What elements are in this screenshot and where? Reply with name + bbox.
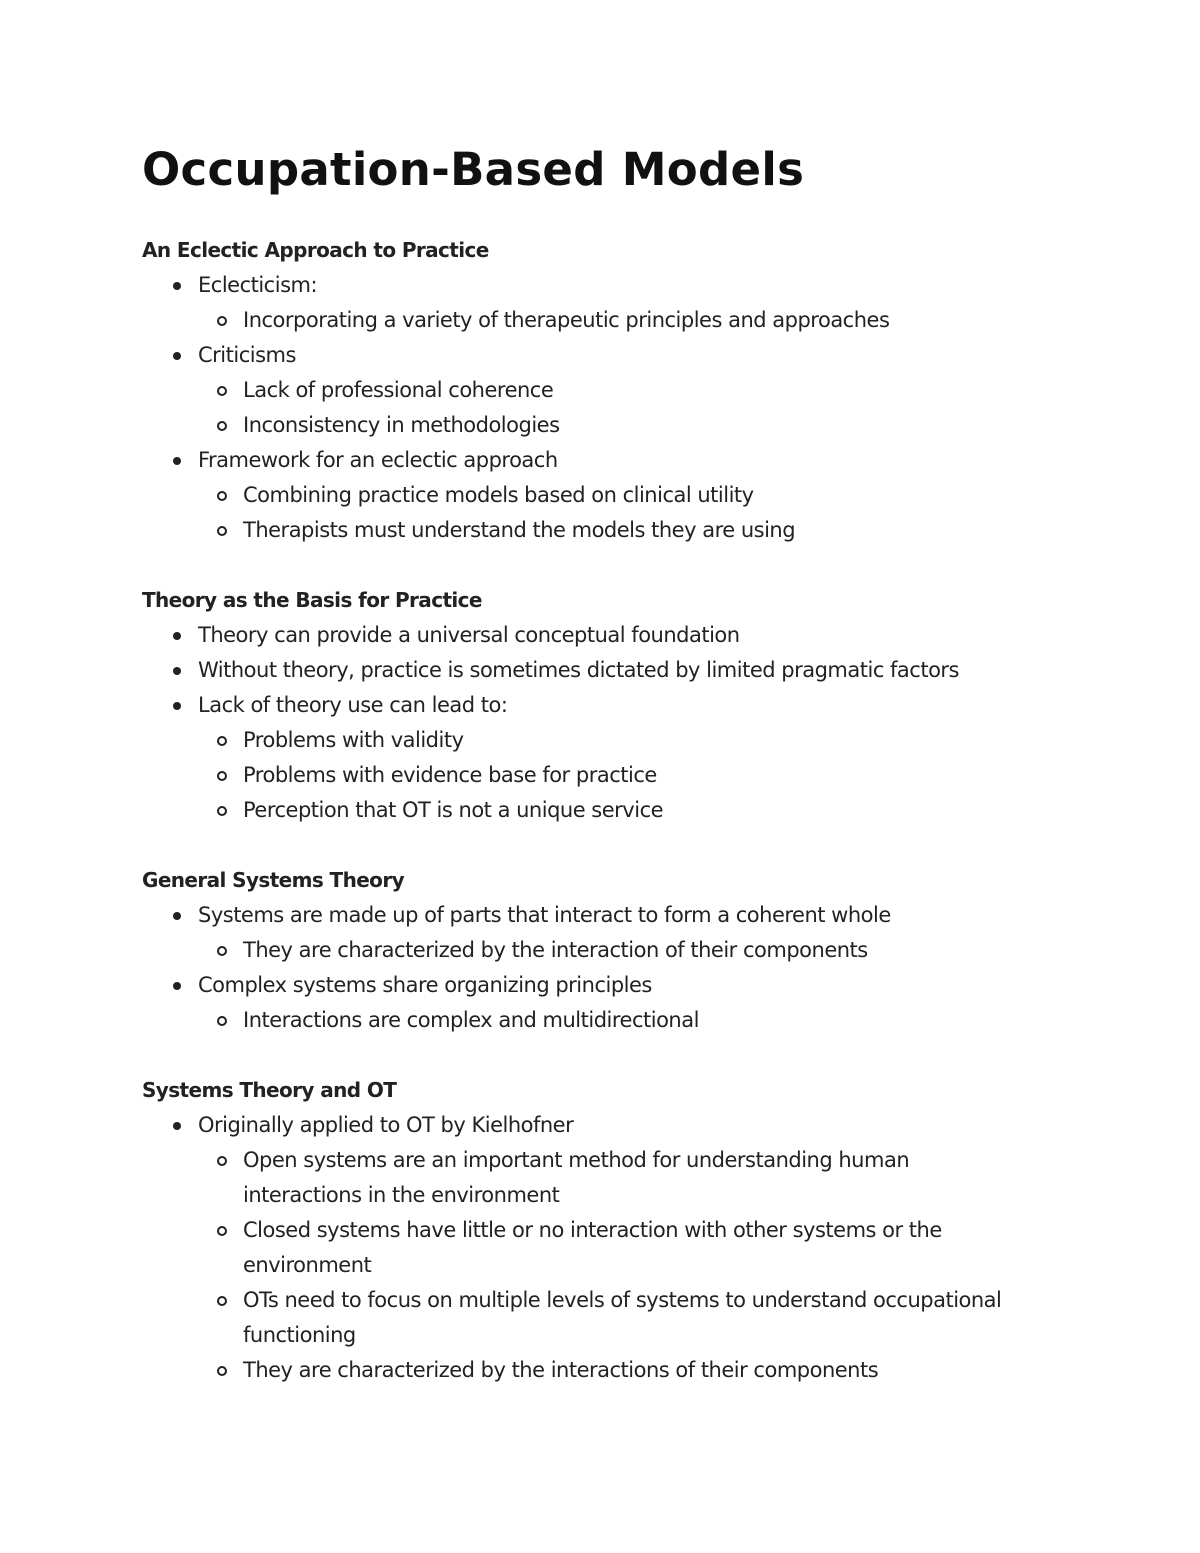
list-item-text: Originally applied to OT by Kielhofner [198, 1113, 574, 1137]
sub-list-item-text: Combining practice models based on clinical utility [243, 483, 754, 507]
sub-list-item [198, 1353, 1018, 1388]
list-item-text: Criticisms [198, 343, 296, 367]
sub-list-item [198, 478, 1018, 513]
sub-list-item-text: Problems with validity [243, 728, 464, 752]
sub-list-item [198, 1213, 1018, 1283]
sub-list-item-text: Closed systems have little or no interaction with other systems or the environment [243, 1218, 942, 1277]
bullet-icon [173, 702, 181, 710]
bullet-list [142, 1108, 1062, 1388]
list-item-text: Theory can provide a universal conceptual foundation [198, 623, 740, 647]
sub-list [198, 373, 1018, 443]
sub-list-item [198, 513, 1018, 548]
bullet-icon [173, 457, 181, 465]
list-item [142, 968, 1062, 1038]
sub-list [198, 933, 1018, 968]
sub-list-item-text: OTs need to focus on multiple levels of systems to understand occupational functioning [243, 1288, 1002, 1347]
list-item [142, 268, 1062, 338]
hollow-bullet-icon [217, 1296, 227, 1306]
list-item [142, 618, 1062, 653]
list-item-text: Complex systems share organizing principles [198, 973, 652, 997]
hollow-bullet-icon [217, 1156, 227, 1166]
list-item [142, 1108, 1062, 1388]
list-item-text: Systems are made up of parts that interact to form a coherent whole [198, 903, 891, 927]
section-heading: Theory as the Basis for Practice [142, 588, 482, 612]
bullet-icon [173, 667, 181, 675]
sub-list-item [198, 723, 1018, 758]
bullet-icon [173, 282, 181, 290]
hollow-bullet-icon [217, 421, 227, 431]
sub-list-item [198, 373, 1018, 408]
bullet-list [142, 898, 1062, 1038]
hollow-bullet-icon [217, 946, 227, 956]
sub-list-item-text: Lack of professional coherence [243, 378, 554, 402]
hollow-bullet-icon [217, 1016, 227, 1026]
list-item-text: Lack of theory use can lead to: [198, 693, 508, 717]
hollow-bullet-icon [217, 386, 227, 396]
section-heading: An Eclectic Approach to Practice [142, 238, 489, 262]
sub-list-item [198, 933, 1018, 968]
sub-list [198, 478, 1018, 548]
hollow-bullet-icon [217, 736, 227, 746]
sub-list [198, 1003, 1018, 1038]
list-item [142, 338, 1062, 443]
section-general-systems-theory [142, 863, 1062, 1038]
section-eclectic-approach [142, 233, 1062, 548]
sub-list-item-text: Inconsistency in methodologies [243, 413, 560, 437]
page-title: Occupation-Based Models [142, 143, 805, 196]
sub-list-item [198, 758, 1018, 793]
sub-list-item [198, 1283, 1018, 1353]
sub-list-item-text: Therapists must understand the models they are using [243, 518, 796, 542]
hollow-bullet-icon [217, 806, 227, 816]
sub-list [198, 303, 1018, 338]
sub-list-item [198, 793, 1018, 828]
bullet-icon [173, 912, 181, 920]
list-item [142, 653, 1062, 688]
section-systems-theory-ot [142, 1073, 1062, 1388]
section-heading: Systems Theory and OT [142, 1078, 397, 1102]
sub-list-item-text: Open systems are an important method for understanding human interactions in the environment [243, 1148, 910, 1207]
sub-list [198, 723, 1018, 828]
bullet-list [142, 618, 1062, 828]
sub-list-item [198, 1003, 1018, 1038]
list-item [142, 443, 1062, 548]
hollow-bullet-icon [217, 1366, 227, 1376]
bullet-icon [173, 1122, 181, 1130]
list-item [142, 688, 1062, 828]
sub-list-item-text: Interactions are complex and multidirectional [243, 1008, 699, 1032]
sub-list-item-text: They are characterized by the interactions of their components [243, 1358, 879, 1382]
hollow-bullet-icon [217, 526, 227, 536]
list-item-text: Eclecticism: [198, 273, 318, 297]
sub-list-item [198, 303, 1018, 338]
sub-list [198, 1143, 1018, 1388]
bullet-icon [173, 352, 181, 360]
section-heading: General Systems Theory [142, 868, 405, 892]
bullet-icon [173, 632, 181, 640]
bullet-list [142, 268, 1062, 548]
sub-list-item-text: Perception that OT is not a unique service [243, 798, 664, 822]
bullet-icon [173, 982, 181, 990]
sub-list-item-text: Incorporating a variety of therapeutic principles and approaches [243, 308, 890, 332]
list-item-text: Framework for an eclectic approach [198, 448, 558, 472]
document-page [142, 140, 1062, 1423]
hollow-bullet-icon [217, 316, 227, 326]
sub-list-item-text: They are characterized by the interaction of their components [243, 938, 868, 962]
list-item-text: Without theory, practice is sometimes dictated by limited pragmatic factors [198, 658, 960, 682]
section-theory-basis [142, 583, 1062, 828]
sub-list-item [198, 408, 1018, 443]
list-item [142, 898, 1062, 968]
hollow-bullet-icon [217, 771, 227, 781]
hollow-bullet-icon [217, 1226, 227, 1236]
hollow-bullet-icon [217, 491, 227, 501]
sub-list-item-text: Problems with evidence base for practice [243, 763, 657, 787]
sub-list-item [198, 1143, 1018, 1213]
